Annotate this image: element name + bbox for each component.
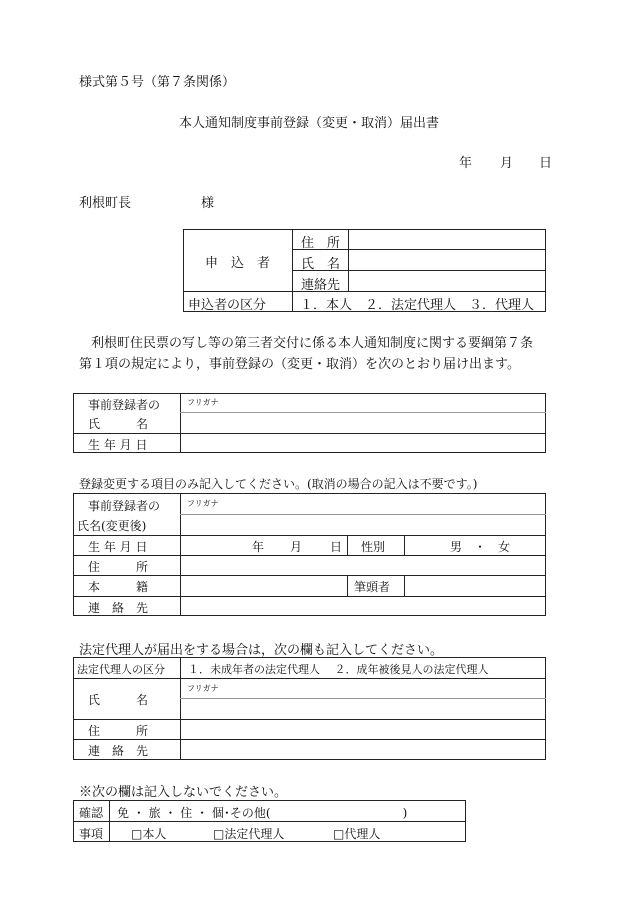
agent-name-label: 氏 名 [88,693,149,707]
agent-instruction: 法定代理人が届出をする場合は，次の欄も記入してください。 [79,643,444,658]
change-contact-label: 連 絡 先 [88,601,149,615]
change-honseki-label: 本 籍 [88,580,149,594]
agent-furigana-label: フリガナ [187,684,219,693]
addressee: 利根町長 [79,196,132,211]
applicant-category-options[interactable]: １．本人 ２．法定代理人 ３．代理人 [300,298,535,313]
change-dob-year: 年 [252,540,265,554]
change-name-label-2: 氏名(変更後) [77,519,147,533]
agent-contact-field[interactable] [181,740,545,759]
registrant-name-field[interactable] [181,413,545,433]
change-address-field[interactable] [181,556,545,575]
office-id-docs: 免 ・ 旅 ・ 住 ・ 個･その他( ) [117,806,408,820]
date-month-label: 月 [500,156,514,171]
intro-line-2: 第１項の規定により，事前登録の（変更・取消）を次のとおり届け出ます。 [79,357,520,372]
registrant-name-label-1: 事前登録者の [88,398,161,412]
agent-name-field[interactable] [181,699,545,719]
registrant-furigana-label: フリガナ [187,398,219,407]
office-note: ※次の欄は記入しないでください。 [79,785,288,800]
applicant-contact-field[interactable] [349,271,545,291]
applicant-name-label: 氏 名 [301,257,341,272]
applicant-address-field[interactable] [349,230,545,249]
change-address-label: 住 所 [88,560,149,574]
change-dob-day: 日 [330,540,343,554]
change-contact-field[interactable] [181,597,545,615]
office-opt-self[interactable]: □本人 [131,827,167,841]
applicant-address-label: 住 所 [301,236,341,251]
office-items-label: 事項 [79,827,104,841]
agent-category-options[interactable]: １．未成年者の法定代理人 ２．成年被後見人の法定代理人 [188,663,489,676]
date-year-label: 年 [459,156,473,171]
addressee-honorific: 様 [201,196,215,211]
change-hittousha-label: 筆頭者 [354,580,391,594]
change-hittousha-field[interactable] [405,576,545,596]
registrant-dob-label: 生 年 月 日 [88,438,148,452]
office-opt-legal-agent[interactable]: □法定代理人 [213,827,285,841]
agent-category-label: 法定代理人の区分 [77,663,165,676]
change-furigana-label: フリガナ [187,499,219,508]
change-name-field[interactable] [181,515,545,535]
change-name-label-1: 事前登録者の [88,499,161,513]
registrant-name-label-2: 氏 名 [88,417,149,431]
office-opt-agent[interactable]: □代理人 [333,827,381,841]
agent-contact-label: 連 絡 先 [88,744,149,758]
registrant-furigana-field[interactable] [181,394,545,412]
agent-furigana-field[interactable] [181,679,545,698]
form-number: 様式第５号（第７条関係） [79,75,236,90]
applicant-contact-label: 連絡先 [301,278,341,293]
form-title: 本人通知制度事前登録（変更・取消）届出書 [179,116,440,131]
agent-address-field[interactable] [181,720,545,739]
applicant-name-field[interactable] [349,250,545,270]
change-sex-label: 性別 [361,540,386,554]
change-sex-options[interactable]: 男 ・ 女 [450,540,511,554]
change-instruction: 登録変更する項目のみ記入してください。(取消の場合の記入は不要です。) [79,477,478,491]
date-day-label: 日 [539,156,553,171]
intro-line-1: 利根町住民票の写し等の第三者交付に係る本人通知制度に関する要綱第７条 [91,336,534,351]
agent-address-label: 住 所 [88,724,149,738]
change-dob-label: 生 年 月 日 [88,540,148,554]
registrant-dob-field[interactable] [181,434,545,452]
applicant-label: 申 込 者 [205,256,271,271]
applicant-category-label: 申込者の区分 [188,298,267,313]
office-confirm-label: 確認 [79,806,104,820]
change-honseki-field[interactable] [181,576,347,596]
change-dob-month: 月 [290,540,303,554]
change-furigana-field[interactable] [181,494,545,514]
